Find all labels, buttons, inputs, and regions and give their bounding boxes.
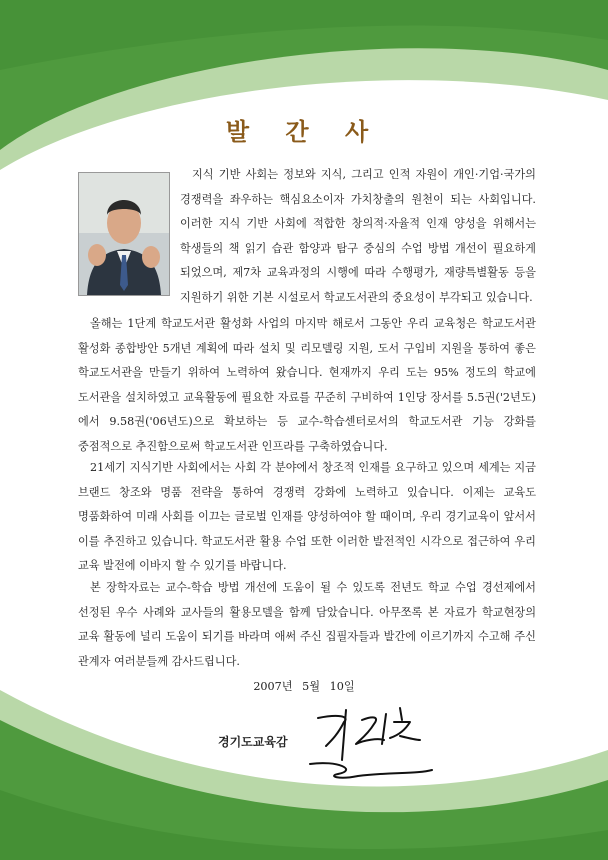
paragraph-1: 지식 기반 사회는 정보와 지식, 그리고 인적 자원이 개인·기업·국가의 경쟁력을 좌우하는 핵심요소이자 가치창출의 원천이 되는 사회입니다. 이러한 지식 기반 사회에 적합한 창의적·자율적 인재 양성을 위해서는 학생들의 책 읽기 습관 함양과 탐구 중심의 수업 방법 개선이 필요하게 되었으며, 제7차 교육과정의 시행에 따라 수행평가, 재량특별활동 등을 지원하기 위한 기본 시설로서 학교도서관의 중요성이 부각되고 있습니다.: [180, 168, 536, 304]
portrait-photo: [78, 172, 170, 296]
paragraph-2: 올해는 1단계 학교도서관 활성화 사업의 마지막 해로서 그동안 우리 교육청은 학교도서관 활성화 종합방안 5개년 계획에 따라 설치 및 리모델링 지원, 도서 구입비 지원을 통하여 좋은 학교도서관을 만들기 위하여 노력하여 왔습니다. 현재까지 우리 도는 95% 정도의 학교에 도서관을 설치하였고 교육활동에 필요한 자료를 꾸준히 구비하여 1인당 장서를 5.5권('2년도)에서 9.58권('06년도)으로 확보하는 등 교수-학습센터로서의 학교도서관 기능 강화를 중점적으로 추진함으로써 학교도서관 인프라를 구축하였습니다.: [78, 317, 536, 453]
publication-date: 2007년 5월 10일: [253, 680, 355, 693]
signer-title: 경기도교육감: [218, 735, 288, 749]
page-title: 발 간 사: [225, 117, 383, 146]
handwritten-signature: [298, 700, 448, 790]
paragraph-4: 본 장학자료는 교수-학습 방법 개선에 도움이 될 수 있도록 전년도 학교 수업 경선제에서 선정된 우수 사례와 교사들의 활용모델을 함께 담았습니다. 아무쪼록 본 자료가 학교현장의 교육 활동에 널리 도움이 되기를 바라며 애써 주신 집필자들과 발간에 이르기까지 수고해 주신 관계자 여러분들께 감사드립니다.: [78, 581, 536, 668]
paragraph-3: 21세기 지식기반 사회에서는 사회 각 분야에서 창조적 인재를 요구하고 있으며 세계는 지금 브랜드 창조와 명품 전략을 통하여 경쟁력 강화에 노력하고 있습니다. 이제는 교육도 명품화하여 미래 사회를 이끄는 글로벌 인재를 양성하여야 할 때이며, 우리 경기교육이 앞서서 이를 추진하고 있습니다. 학교도서관 활용 수업 또한 이러한 발전적인 시각으로 접근하여 우리 교육 발전에 이바지 할 수 있기를 바랍니다.: [78, 461, 536, 572]
